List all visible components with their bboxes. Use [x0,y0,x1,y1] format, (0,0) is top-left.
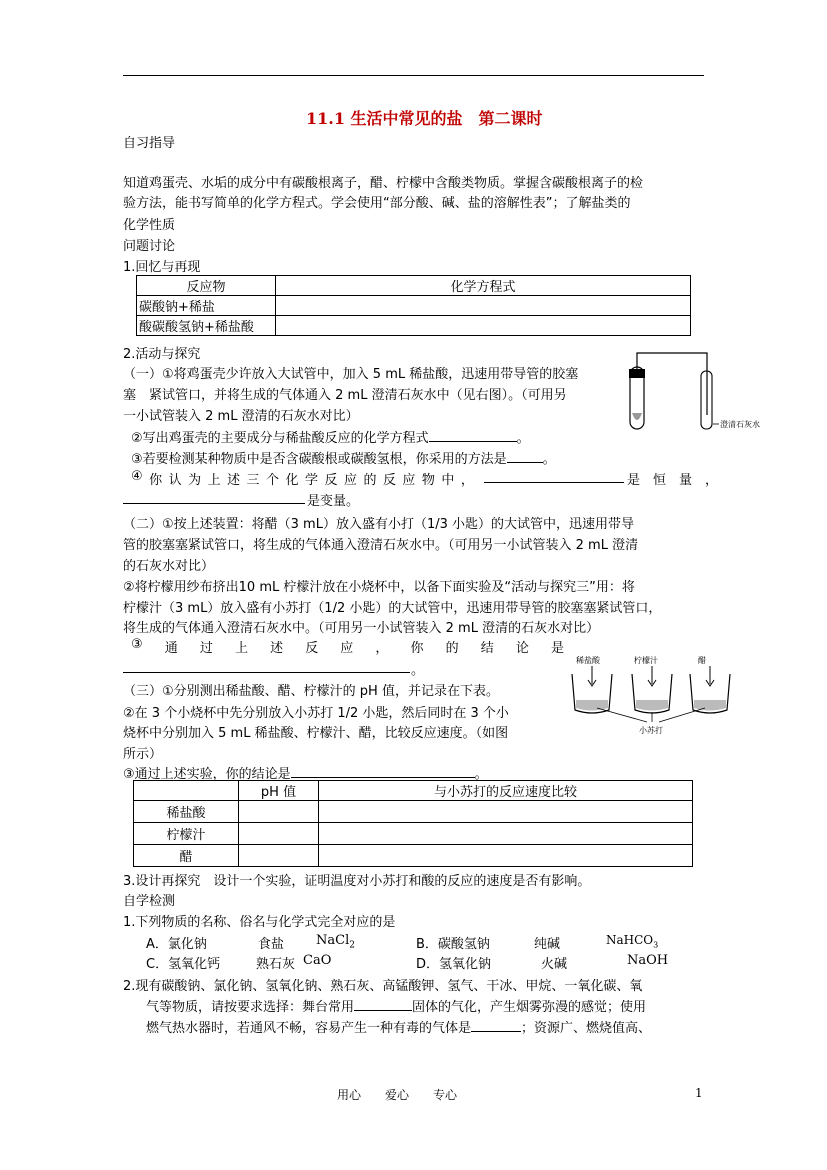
question-1: 1.回忆与再现 [123,260,201,275]
answer-blank[interactable] [123,503,305,504]
option-b: B．碳酸氢钠 [416,937,490,952]
paragraph-line: 柠檬汁（3 mL）放入盛有小苏打（1/2 小匙）的大试管中，迅速用带导管的胶塞塞紧试管口， [123,601,662,616]
char: 过 [199,641,213,656]
self-test-heading: 自学检测 [123,894,176,909]
table-header: pH 值 [239,781,319,801]
paragraph-line: 验方法，能书写简单的化学方程式。学会使用“部分酸、碱、盐的溶解性表”；了解盐类的 [123,196,631,211]
beaker-label: 醋 [698,656,706,665]
beakers-figure [567,652,735,737]
formula: NaHCO [606,933,654,947]
beaker-1 [572,666,612,713]
char: 物 [421,473,435,488]
char: 的 [363,473,377,488]
answer-blank[interactable] [471,1031,521,1032]
char: 是 [550,641,564,656]
table-cell [239,845,319,867]
paragraph-line: 知道鸡蛋壳、水垢的成分中有碳酸根离子，醋、柠檬中含酸类物质。掌握含碳酸根离子的检 [123,176,644,191]
table-cell: 醋 [134,845,239,867]
question-text: ②写出鸡蛋壳的主要成分与稀盐酸反应的化学方程式 [131,431,429,446]
char: 学 [305,473,319,488]
char: 中 [441,473,455,488]
char: 三 [246,473,260,488]
tube-apparatus-figure [624,345,760,440]
subscript: 2 [349,940,355,951]
char: 上 [234,641,248,656]
question-text: 气等物质，请按要求选择：舞台常用 [146,1000,355,1015]
question-3: 3.设计再探究 设计一个实验，证明温度对小苏打和酸的反应的速度是否有影响。 [123,874,591,889]
reaction-table [136,275,691,336]
table-cell: 碳酸钠+稀盐 [137,296,276,316]
delivery-tube [637,353,707,415]
question-text: ③通过上述实验，你的结论是 [123,767,291,782]
answer-blank[interactable] [291,777,475,778]
table-cell [319,801,693,823]
paragraph-line: 所示） [123,747,163,762]
test-question-2: 2.现有碳酸钠、氯化钠、氢氧化钠、熟石灰、高锰酸钾、氢气、干冰、甲烷、一氧化碳、氧 [123,979,643,994]
paragraph-line: （三）①分别测出稀盐酸、醋、柠檬汁的 pH 值，并记录在下表。 [123,684,499,699]
char: ， [460,473,474,488]
char: 应 [402,473,416,488]
char: 述 [270,641,284,656]
test-question-2-line3 [146,1017,651,1036]
table-header [134,781,239,801]
option-c: C．氢氧化钙 [146,957,221,972]
option-a-formula [316,933,355,951]
char: 结 [480,641,494,656]
table-row [134,823,693,845]
paragraph-line: 管的胶塞塞紧试管口，将生成的气体通入澄清石灰水中。（可用另一小试管装入 2 mL 澄清 [123,538,639,553]
answer-blank[interactable] [354,1010,412,1011]
answer-blank[interactable] [484,482,624,483]
activity1-q4-text [131,469,474,488]
table-cell: 稀盐酸 [134,801,239,823]
answer-blank[interactable] [429,441,517,442]
option-b-formula [606,933,658,949]
option-b-common: 纯碱 [534,937,561,952]
char: ， [375,641,389,656]
paragraph-line: 将生成的气体通入澄清石灰水中。（可用另一小试管装入 2 mL 澄清的石灰水对比） [123,621,600,636]
char: 为 [188,473,202,488]
question-text: ；资源广、燃烧值高、 [521,1021,652,1036]
question-text: ③若要检测某种物质中是否含碳酸根或碳酸氢根，你采用的方法是 [131,452,507,467]
option-d-formula: NaOH [627,953,669,968]
footer-motto: 用心 爱心 专心 [337,1088,458,1102]
answer-blank[interactable] [123,672,410,673]
char: 的 [445,641,459,656]
char: 反 [324,473,338,488]
page-number: 1 [695,1086,703,1100]
char: 反 [382,473,396,488]
table-cell: 酸碳酸氢钠+稀盐酸 [137,316,276,336]
table-cell [276,296,691,316]
question-2: 2.活动与探究 [123,347,201,362]
test-question-2-line2 [146,996,646,1015]
beaker-3 [690,666,730,713]
paragraph-line: （一）①将鸡蛋壳少许放入大试管中，加入 5 mL 稀盐酸，迅速用带导管的胶塞 [123,367,579,382]
option-name: A．氯化钠 [146,937,207,952]
ph-table [133,780,693,867]
self-study-heading: 自习指导 [123,136,176,151]
tube-label: 澄清石灰水 [720,420,760,429]
table-cell [239,801,319,823]
paragraph-line: 的石灰水对比） [123,559,215,574]
beaker-label: 柠檬汁 [634,656,658,665]
option-a-common: 食盐 [258,937,285,952]
table-cell [319,823,693,845]
beaker-2 [632,666,672,713]
punct: 。 [542,452,556,467]
option-d: D．氢氧化钠 [416,957,492,972]
char: 反 [305,641,319,656]
subscript: 3 [653,940,659,950]
table-cell [276,316,691,336]
table-cell [239,823,319,845]
rubber-stopper [629,369,645,378]
char: ③ [131,637,143,652]
option-d-common: 火碱 [541,957,568,972]
table-row [137,296,691,316]
option-c-formula: CaO [303,953,332,968]
char: 认 [168,473,182,488]
beaker-bottom-label: 小苏打 [639,726,663,735]
paragraph-line: 一小试管装入 2 mL 澄清的石灰水对比） [123,409,359,424]
punct: 。 [516,431,530,446]
option-c-common: 熟石灰 [256,957,296,972]
char: 述 [227,473,241,488]
char: 应 [340,641,354,656]
char: 化 [285,473,299,488]
table-row [134,845,693,867]
table-row [137,316,691,336]
paragraph-line: 化学性质 [123,218,176,233]
question-text: 燃气热水器时，若通风不畅，容易产生一种有毒的气体是 [146,1021,472,1036]
table-header: 与小苏打的反应速度比较 [319,781,693,801]
char: 论 [515,641,529,656]
punct: 。 [474,767,488,782]
activity1-q3 [131,448,556,467]
header-rule [123,75,704,76]
activity2-q3-text [131,637,564,656]
question-text: 是 恒 量 ， [627,473,719,488]
char: 应 [343,473,357,488]
formula: NaCl [316,933,350,948]
paragraph-line: 烧杯中分别加入 5 mL 稀盐酸、柠檬汁、醋，比较反应速度。（如图 [123,726,509,741]
beaker-label: 稀盐酸 [576,656,600,665]
char: 你 [410,641,424,656]
table-cell [319,845,693,867]
table-header: 化学方程式 [276,276,691,296]
paragraph-line: ②将柠檬用纱布挤出10 mL 柠檬汁放在小烧杯中，以备下面实验及“活动与探究三”用：将 [123,580,635,595]
question-text: 是变量。 [307,494,360,509]
paragraph-line: 塞 紧试管口，并将生成的气体通入 2 mL 澄清石灰水中（见右图）。（可用另 [123,388,567,403]
punct: 。 [411,663,425,678]
char: ④ [131,469,143,484]
char: 上 [207,473,221,488]
table-header: 反应物 [137,276,276,296]
liquid [632,413,642,420]
paragraph-line: （二）①按上述装置：将醋（3 mL）放入盛有小打（1/3 小匙）的大试管中，迅速用带导 [123,517,635,532]
page-title: 11.1 生活中常见的盐 第二课时 [306,109,543,128]
discussion-heading: 问题讨论 [123,239,176,254]
char: 你 [149,473,163,488]
char: 个 [266,473,280,488]
char: 通 [164,641,178,656]
table-cell: 柠檬汁 [134,823,239,845]
option-a [146,933,207,952]
test-question-1: 1.下列物质的名称、俗名与化学式完全对应的是 [123,915,396,930]
activity1-q2 [131,427,530,446]
answer-blank[interactable] [507,462,543,463]
paragraph-line: ②在 3 个小烧杯中先分别放入小苏打 1/2 小匙，然后同时在 3 个小 [123,706,509,721]
question-text: 固体的气化，产生烟雾弥漫的感觉；使用 [412,1000,647,1015]
table-row [134,801,693,823]
